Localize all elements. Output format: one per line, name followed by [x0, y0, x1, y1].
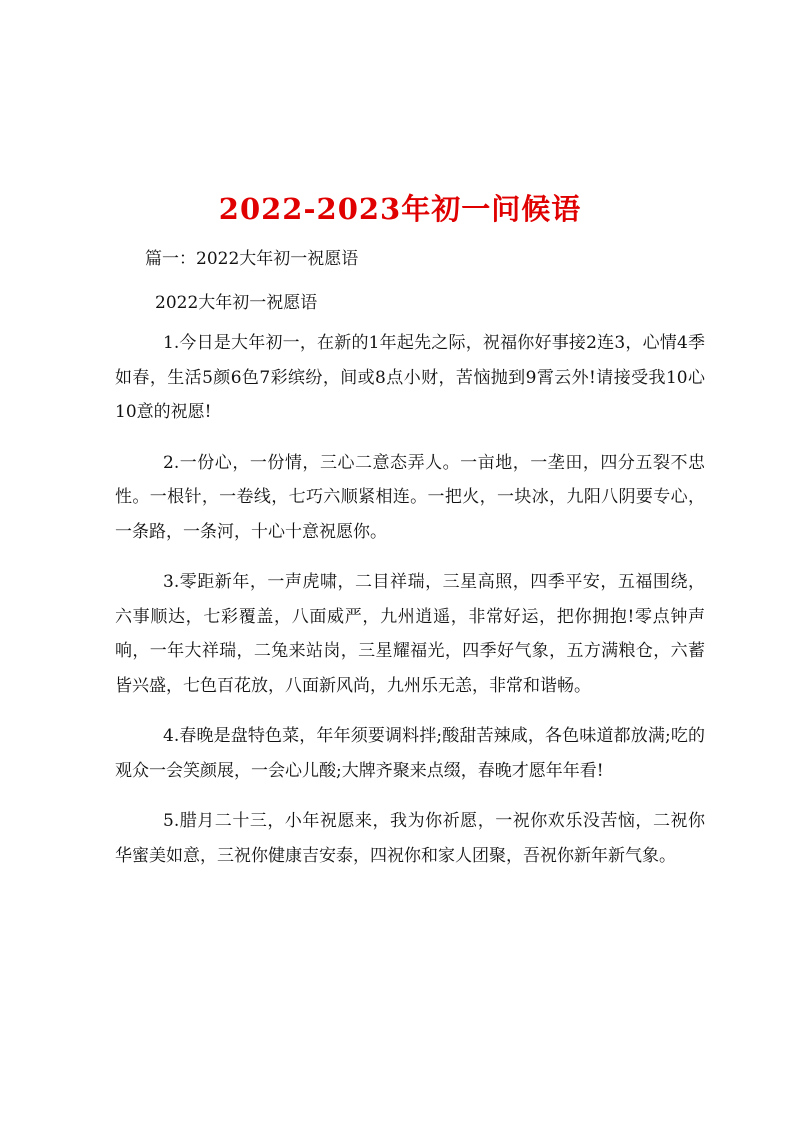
paragraph-5: 5.腊月二十三，小年祝愿来，我为你祈愿，一祝你欢乐没苦恼，二祝你华蜜美如意，三祝你健康吉安泰，四祝你和家人团聚，吾祝你新年新气象。	[115, 811, 705, 866]
paragraph-3: 3.零距新年，一声虎啸，二目祥瑞，三星高照，四季平安，五福围绕，六事顺达，七彩覆盖，八面威严，九州逍遥，非常好运，把你拥抱!零点钟声响，一年大祥瑞，二兔来站岗，三星耀福光，四季好气象，五方满粮仓，六蓄皆兴盛，七色百花放，八面新风尚，九州乐无恙，非常和谐畅。	[115, 572, 705, 696]
paragraph-1: 1.今日是大年初一，在新的1年起先之际，祝福你好事接2连3，心情4季如春，生活5颜6色7彩缤纷，间或8点小财，苦恼抛到9霄云外!请接受我10心10意的祝愿!	[115, 333, 705, 422]
paragraph-4: 4.春晚是盘特色菜，年年须要调料拌;酸甜苦辣咸，各色味道都放满;吃的观众一会笑颜展，一会心儿酸;大牌齐聚来点缀，春晚才愿年年看!	[115, 726, 705, 781]
document-body	[115, 326, 705, 889]
paragraph-2: 2.一份心，一份情，三心二意态弄人。一亩地，一垄田，四分五裂不忠性。一根针，一卷线，七巧六顺紧相连。一把火，一块冰，九阳八阴要专心，一条路，一条河，十心十意祝愿你。	[115, 452, 705, 542]
section-heading: 篇一：2022大年初一祝愿语	[145, 249, 359, 269]
document-title: 2022-2023年初一问候语	[218, 192, 582, 227]
subheading: 2022大年初一祝愿语	[155, 293, 318, 313]
